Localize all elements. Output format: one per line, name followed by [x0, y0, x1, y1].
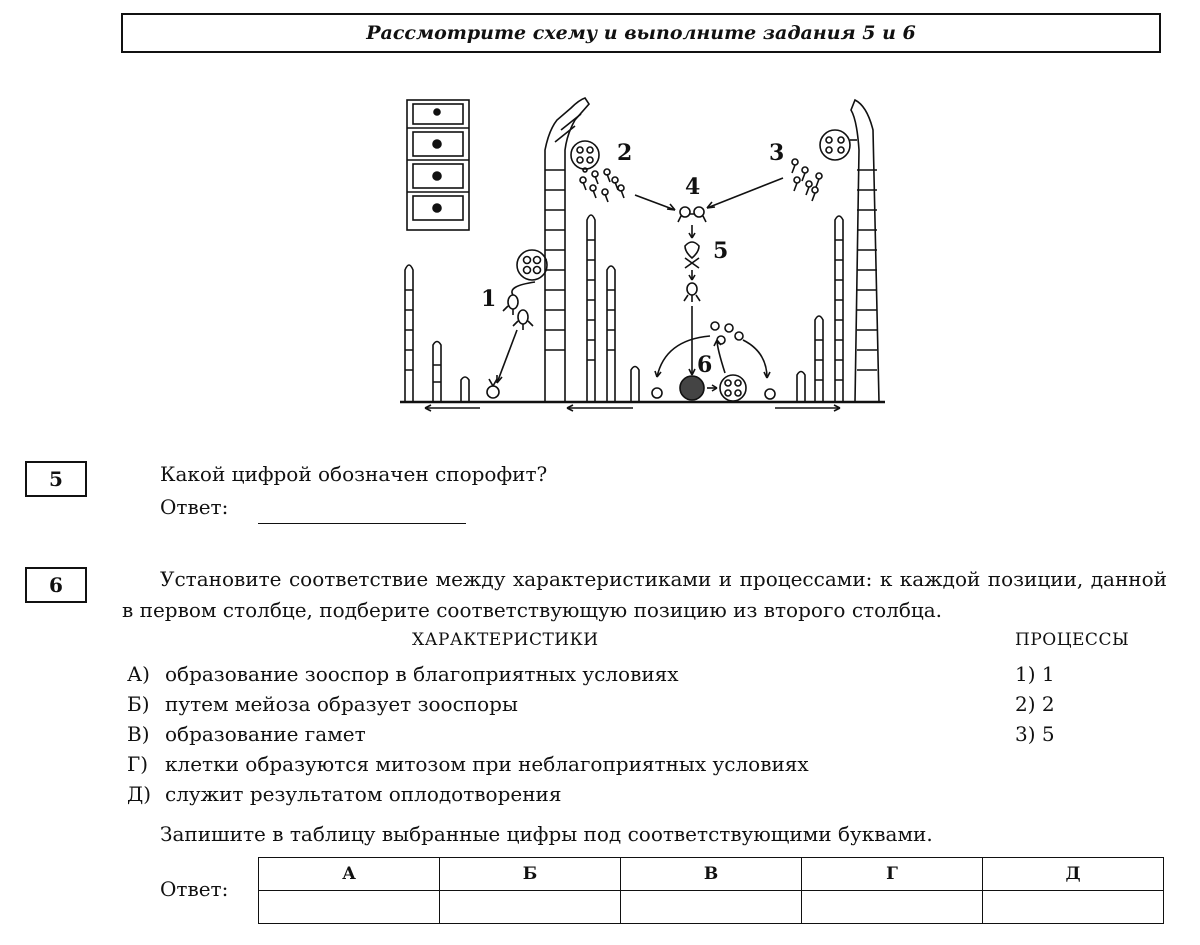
characteristic-text: путем мейоза образует зооспоры [165, 692, 518, 716]
task-6-answer-label: Ответ: [160, 877, 229, 901]
section-header [121, 13, 1161, 53]
characteristic-b [127, 692, 518, 716]
characteristic-text: клетки образуются митозом при неблагоприятных условиях [165, 752, 809, 776]
answer-header-g: Г [802, 858, 983, 891]
answer-header-v: В [621, 858, 802, 891]
answer-header-a: А [259, 858, 440, 891]
answer-header-b: Б [440, 858, 621, 891]
task-5-question: Какой цифрой обозначен спорофит? [160, 462, 548, 486]
answer-table-header-row [259, 858, 1164, 891]
task-5-answer-label: Ответ: [160, 495, 229, 519]
characteristic-letter: Г) [127, 752, 149, 776]
figure-label-5: 5 [713, 238, 729, 264]
task-6-instruction: Установите соответствие между характеристиками и процессами: к каждой позиции, данной в первом столбце, подберите соответствующую позицию из второго столбца. [122, 567, 1167, 622]
process-1: 1) 1 [1015, 662, 1055, 686]
characteristic-text: образование зооспор в благоприятных условиях [165, 662, 679, 686]
answer-table [258, 857, 1164, 924]
answer-cell-a[interactable] [259, 891, 440, 924]
task-5-number-text: 5 [49, 467, 63, 491]
characteristic-letter: А) [127, 662, 150, 686]
answer-table-input-row [259, 891, 1164, 924]
characteristic-letter: Д) [127, 782, 152, 806]
figure-label-1: 1 [481, 286, 497, 312]
characteristic-v [127, 722, 366, 746]
task-5-number [25, 461, 87, 497]
answer-cell-b[interactable] [440, 891, 621, 924]
column-header-characteristics: ХАРАКТЕРИСТИКИ [412, 630, 599, 650]
characteristic-text: служит результатом оплодотворения [165, 782, 562, 806]
characteristic-g [127, 752, 809, 776]
column-header-processes: ПРОЦЕССЫ [1015, 630, 1130, 650]
task-6-number [25, 567, 87, 603]
answer-cell-d[interactable] [983, 891, 1164, 924]
figure-label-6: 6 [697, 352, 713, 378]
characteristic-text: образование гамет [165, 722, 366, 746]
characteristic-letter: В) [127, 722, 150, 746]
answer-cell-v[interactable] [621, 891, 802, 924]
characteristic-d [127, 782, 562, 806]
task-5-answer-field[interactable] [258, 523, 466, 524]
life-cycle-diagram [395, 90, 895, 420]
section-header-text: Рассмотрите схему и выполните задания 5 и 6 [366, 22, 916, 44]
task-6-number-text: 6 [49, 573, 63, 597]
process-2: 2) 2 [1015, 692, 1055, 716]
figure-label-3: 3 [769, 140, 785, 166]
answer-header-d: Д [983, 858, 1164, 891]
answer-cell-g[interactable] [802, 891, 983, 924]
figure-label-2: 2 [617, 140, 633, 166]
characteristic-letter: Б) [127, 692, 150, 716]
table-instruction: Запишите в таблицу выбранные цифры под соответствующими буквами. [160, 822, 933, 846]
process-3: 3) 5 [1015, 722, 1055, 746]
characteristic-a [127, 662, 679, 686]
figure-label-4: 4 [685, 174, 701, 200]
